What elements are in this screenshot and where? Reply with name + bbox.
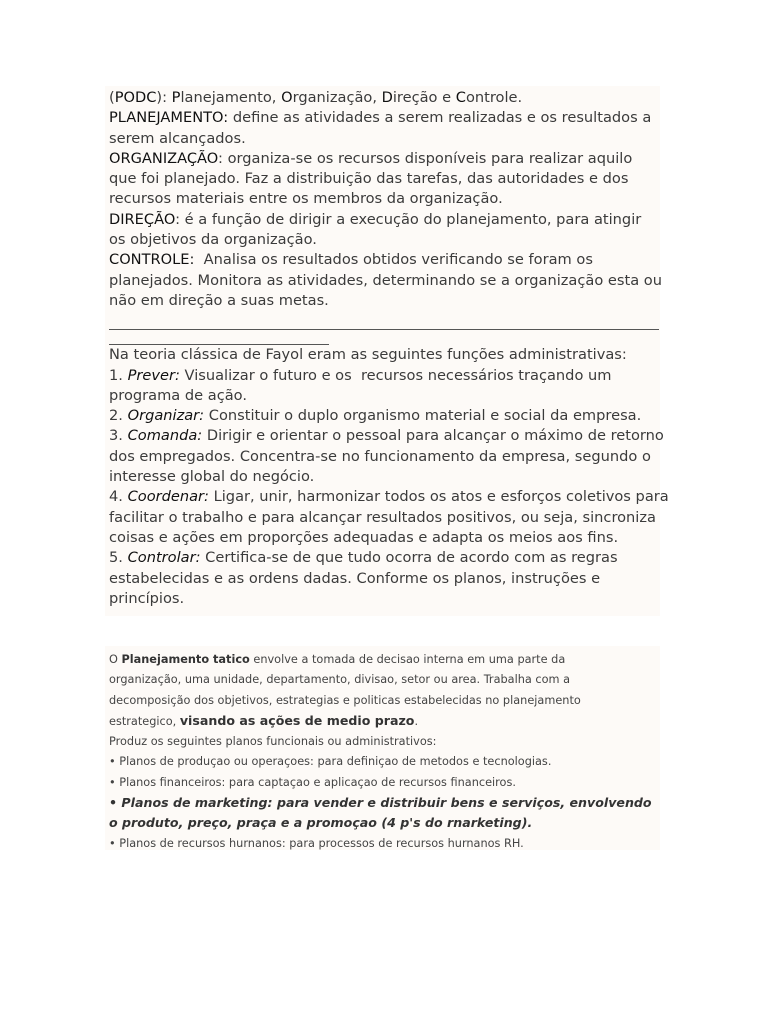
fayol-item-number: 1. <box>109 366 128 384</box>
tatico-line-3: decomposição dos objetivos, estrategias e politicas estabelecidas no planejamento <box>109 693 581 707</box>
fayol-item-text: Constituir o duplo organismo material e social da empresa. <box>204 407 642 425</box>
tatico-l4-pre: estrategico, <box>109 714 180 728</box>
fayol-item-1-line-1 <box>109 366 660 386</box>
fayol-intro: Na teoria clássica de Fayol eram as seguintes funções administrativas: <box>109 346 627 364</box>
fayol-item-number: 4. <box>109 488 128 506</box>
fayol-item-term: Prever: <box>127 366 180 384</box>
fayol-item-5-line-3: princípios. <box>109 589 185 607</box>
fayol-item-4-line-3: coisas e ações em proporções adequadas e adapta os meios aos fins. <box>109 528 619 546</box>
podc-line <box>109 88 660 108</box>
controle-line-1 <box>109 250 660 270</box>
fayol-item-3-line-2: dos empregados. Concentra-se no funcionamento da empresa, segundo o <box>109 447 651 465</box>
controle-label: CONTROLE: <box>109 251 195 269</box>
fayol-item-number: 2. <box>109 407 128 425</box>
podc-open: ( <box>109 89 115 106</box>
planejamento-tatico-block <box>105 646 660 850</box>
podc-c-rest: ontrole. <box>465 89 523 106</box>
planejamento-label: PLANEJAMENTO: <box>109 109 229 127</box>
controle-line-2: planejados. Monitora as atividades, determinando se a organização esta ou <box>109 271 662 289</box>
tatico-l4-bold: visando as ações de medio prazo <box>179 712 415 728</box>
fayol-item-number: 3. <box>109 427 128 445</box>
controle-text-1: Analisa os resultados obtidos verificando se foram os <box>194 251 593 269</box>
podc-acronym: PODC <box>114 89 157 106</box>
fayol-item-2-line-1 <box>109 406 660 426</box>
planejamento-text-1: define as atividades a serem realizadas e os resultados a <box>228 109 652 127</box>
podc-o-rest: rganização, <box>292 89 382 106</box>
podc-o: O <box>281 89 293 106</box>
tatico-line-2: organização, uma unidade, departamento, divisao, setor ou area. Trabalha com a <box>109 673 571 687</box>
fayol-item-3-line-3: interesse global do negócio. <box>109 468 315 486</box>
fayol-item-5-line-2: estabelecidas e as ordens dadas. Conforme os planos, instruções e <box>109 569 601 587</box>
fayol-item-term: Controlar: <box>127 549 201 567</box>
tatico-bullet-4: • Planos de recursos hurnanos: para processos de recursos hurnanos RH. <box>109 836 524 850</box>
fayol-item-text: Visualizar o futuro e os recursos necessários traçando um <box>179 366 612 384</box>
fayol-item-1-line-2: programa de ação. <box>109 386 247 404</box>
direcao-line-1 <box>109 210 660 230</box>
controle-line-3: não em direção a suas metas. <box>109 291 329 309</box>
fayol-item-text: Certifica-se de que tudo ocorra de acordo com as regras <box>200 549 618 567</box>
fayol-item-3-line-1 <box>109 426 664 446</box>
fayol-item-number: 5. <box>109 549 128 567</box>
tatico-bullet-3-line-1: • Planos de marketing: para vender e distribuir bens e serviços, envolvendo <box>109 795 652 811</box>
fayol-item-term: Organizar: <box>127 407 205 425</box>
management-functions-block <box>105 86 669 616</box>
direcao-label: DIREÇÃO <box>109 210 176 228</box>
tatico-line-4 <box>109 711 660 732</box>
fayol-item-text: Dirigir e orientar o pessoal para alcançar o máximo de retorno <box>202 427 664 445</box>
tatico-bullet-2: • Planos financeiros: para captaçao e aplicaçao de recursos financeiros. <box>109 775 516 789</box>
podc-p: P <box>171 89 181 106</box>
planejamento-line-2: serem alcançados. <box>109 129 246 147</box>
tatico-line-5: Produz os seguintes planos funcionais ou administrativos: <box>109 735 437 749</box>
fayol-item-5-line-1 <box>109 548 660 568</box>
separator-rule-full <box>109 311 659 330</box>
organizacao-line-2: que foi planejado. Faz a distribuição das tarefas, das autoridades e dos <box>109 170 629 188</box>
planejamento-line-1 <box>109 108 660 128</box>
fayol-item-4-line-2: facilitar o trabalho e para alcançar resultados positivos, ou seja, sincroniza <box>109 508 656 526</box>
fayol-item-text: Ligar, unir, harmonizar todos os atos e esforços coletivos para <box>208 488 669 506</box>
tatico-line-1 <box>109 650 660 670</box>
podc-c: C <box>455 89 466 106</box>
tatico-bullet-1: • Planos de produçao ou operaçoes: para definiçao de metodos e tecnologias. <box>109 755 552 769</box>
tatico-l1-pre: O <box>109 653 122 666</box>
direcao-text-1: : é a função de dirigir a execução do planejamento, para atingir <box>175 210 642 228</box>
podc-close: ): <box>156 89 172 106</box>
direcao-line-2: os objetivos da organização. <box>109 231 317 249</box>
tatico-l4-end: . <box>414 714 419 728</box>
organizacao-text-1: : organiza-se os recursos disponíveis para realizar aquilo <box>218 149 633 167</box>
podc-p-rest: lanejamento, <box>180 89 282 106</box>
fayol-item-4-line-1 <box>109 487 669 507</box>
tatico-l1-bold: Planejamento tatico <box>121 653 250 666</box>
podc-d-rest: ireção e <box>392 89 456 106</box>
tatico-bullet-3-line-2: o produto, preço, praça e a promoçao (4 p's do rnarketing). <box>109 815 533 831</box>
tatico-l1-rest: envolve a tomada de decisao interna em uma parte da <box>249 653 566 666</box>
organizacao-line-3: recursos materiais entre os membros da organização. <box>109 190 503 208</box>
organizacao-line-1 <box>109 149 660 169</box>
fayol-item-term: Comanda: <box>127 427 203 445</box>
fayol-item-term: Coordenar: <box>127 488 209 506</box>
organizacao-label: ORGANIZAÇÃO <box>109 149 219 167</box>
podc-d: D <box>381 89 393 106</box>
separator-rule-short <box>109 330 329 345</box>
